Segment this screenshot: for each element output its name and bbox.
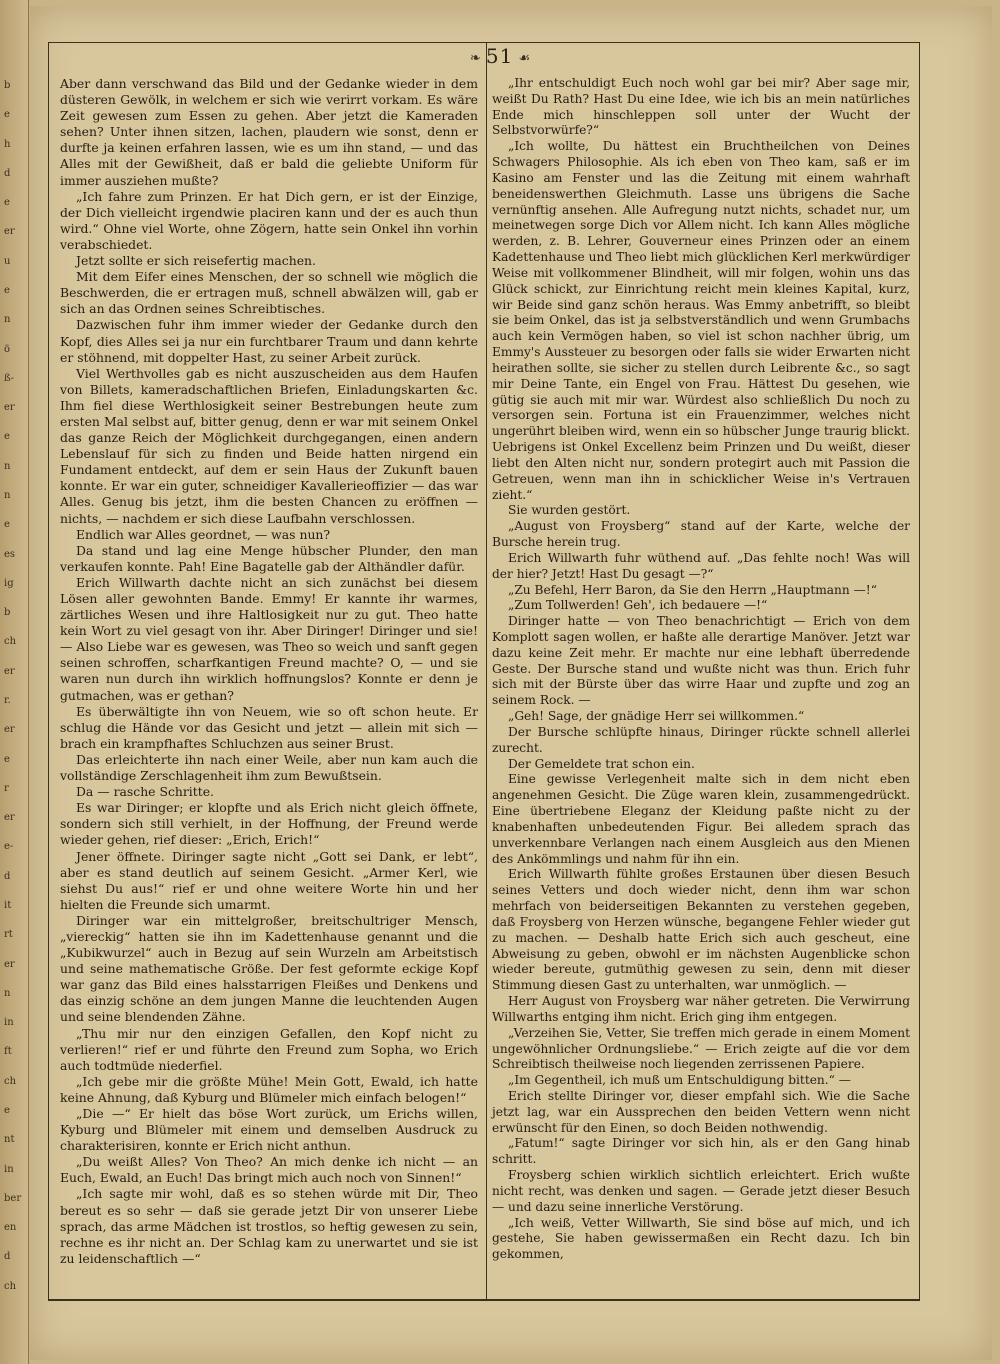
- paragraph: Es war Diringer; er klopfte und als Erich nicht gleich öffnete, sondern sich still verhielt, in der Hoffnung, der Freund werde wieder gehen, rief dieser: „Erich, Erich!“: [60, 800, 478, 848]
- margin-fragment: e: [4, 519, 10, 531]
- paragraph: Jetzt sollte er sich reisefertig machen.: [76, 253, 316, 269]
- margin-fragment: rt: [4, 929, 13, 941]
- margin-fragment: er: [4, 226, 15, 238]
- paragraph: „Im Gegentheil, ich muß um Entschuldigung bitten.“ —: [508, 1073, 851, 1088]
- paragraph: Diringer hatte — von Theo benachrichtigt — Erich von dem Komplott sagen wollen, er haßte alle derartige Manöver. Jetzt war dazu keine Zeit mehr. Er machte nur eine lebhaft überredende Geste. Der Bursche stand und wußte nicht was thun. Erich fuhr sich mit der Bürste über das wirre Haar und zupfte und zog an seinem Rock. —: [492, 614, 910, 708]
- margin-fragment: nt: [4, 1134, 15, 1146]
- paragraph: „Ich wollte, Du hättest ein Bruchtheilchen von Deines Schwagers Philosophie. Als ich eben von Theo kam, saß er im Kasino am Fenster und las die Zeitung mit einem wahrhaft beneidenswerthen Gleichmuth. Lasse uns übrigens die Sache vernünftig ansehen. Alle Aufregung nutzt nichts, schadet nur, um meinetwegen sorge Dich vor Allem nicht. Ich kann Alles mögliche werden, z. B. Lehrer, Gouverneur eines Prinzen oder an einem Kadettenhause und Theo liebt mich glücklichen Kerl merkwürdiger Weise mit vollkommener Blindheit, will mir folgen, wohin uns das Glück schickt, zur Einrichtung reicht mein kleines Kapital, kurz, wir Beide sind ganz schön heraus. Was Emmy anbetrifft, so bleibt sie beim Onkel, das ist ja selbstverständlich und wenn Grumbachs auch kein Vermögen haben, so viel ist schon nachher übrig, um Emmy's Aussteuer zu besorgen oder falls sie wider Erwarten nicht heirathen sollte, sie sicher zu stellen durch Leibrente &c., so sagt mir Deine Tante, ein Engel von Frau. Hättest Du gesehen, wie gütig sie auch mit mir war. Würdest also schließlich Du noch zu versorgen sein. Fortuna ist ein Frauenzimmer, welches nicht ungerührt bleiben wird, wenn ein so hübscher Junge traurig blickt. Uebrigens ist Onkel Excellenz beim Prinzen und Du weißt, dieser liebt den Alten nicht nur, sondern protegirt auch mit Passion die Getreuen, wenn man ihn in schicklicher Weise in's Vertrauen zieht.“: [492, 139, 910, 502]
- paragraph: „Geh! Sage, der gnädige Herr sei willkommen.“: [508, 709, 805, 724]
- margin-fragment: er: [4, 665, 15, 677]
- paragraph: Diringer war ein mittelgroßer, breitschultriger Mensch, „viereckig“ hatten sie ihn im Kadettenhause genannt und die „Kubikwurzel“ auch in Bezug auf sein Wurzeln am Arbeitstisch und seine mathematische Größe. Der fest geformte eckige Kopf war ganz das Bild eines halsstarrigen Fleißes und Denkens und das einzig schöne an dem jungen Manne die leuchtenden Augen und seine blendenden Zähne.: [60, 912, 478, 1025]
- paragraph: „Du weißt Alles? Von Theo? An mich denke ich nicht — an Euch, Ewald, an Euch! Das bringt mich auch noch von Sinnen!“: [60, 1154, 478, 1186]
- margin-fragment: er: [4, 958, 15, 970]
- paragraph: Froysberg schien wirklich sichtlich erleichtert. Erich wußte nicht recht, was denken und sagen. — Gerade jetzt dieser Besuch — und dazu seine innerliche Verstörung.: [492, 1168, 910, 1214]
- binding-margin: [0, 0, 29, 1364]
- paragraph: Jener öffnete. Diringer sagte nicht „Gott sei Dank, er lebt“, aber es stand deutlich auf seinem Gesicht. „Armer Kerl, wie siehst Du aus!“ rief er und ohne weitere Worte hin und her hielten die Freunde sich umarmt.: [60, 848, 478, 912]
- margin-fragment: d: [4, 1251, 11, 1263]
- margin-fragment: e: [4, 109, 10, 121]
- paragraph: „Fatum!“ sagte Diringer vor sich hin, als er den Gang hinab schritt.: [492, 1136, 910, 1167]
- paragraph: „Ihr entschuldigt Euch noch wohl gar bei mir? Aber sage mir, weißt Du Rath? Hast Du eine Idee, wie ich bis an mein natürliches Ende mich hinschleppen soll unter der Wucht der Selbstvorwürfe?“: [492, 76, 910, 138]
- paragraph: Das erleichterte ihn nach einer Weile, aber nun kam auch die vollständige Zerschlagenheit ihm zum Bewußtsein.: [60, 751, 478, 784]
- paragraph: „Die —“ Er hielt das böse Wort zurück, um Erichs willen, Kyburg und Blümeler mit einem und demselben Ausdruck zu charakterisiren, konnte er Erich nicht anthun.: [60, 1106, 478, 1154]
- margin-fragment: b: [4, 607, 11, 619]
- margin-fragment: en: [4, 1222, 17, 1234]
- margin-fragment: it: [4, 900, 12, 911]
- margin-fragment: d: [4, 167, 11, 179]
- margin-fragment: ö: [4, 343, 11, 355]
- paragraph: „Thu mir nur den einzigen Gefallen, den Kopf nicht zu verlieren!“ rief er und führte den Freund zum Sopha, wo Erich auch todtmüde niederfiel.: [60, 1025, 478, 1073]
- bottom-rule: [48, 1300, 920, 1301]
- margin-fragment: ft: [4, 1046, 12, 1058]
- paragraph: Erich stellte Diringer vor, dieser empfahl sich. Wie die Sache jetzt lag, war ein Aussprechen den beiden Vettern wenn nicht erwünscht für den Einen, so doch Beiden nothwendig.: [492, 1089, 910, 1135]
- paragraph: „Ich weiß, Vetter Willwarth, Sie sind böse auf mich, und ich gestehe, Sie haben gewissermaßen ein Recht dazu. Ich bin gekommen,: [492, 1215, 910, 1262]
- left-column: [60, 76, 478, 1267]
- paragraph: Eine gewisse Verlegenheit malte sich in dem nicht eben angenehmen Gesicht. Die Züge waren klein, zusammengedrückt. Eine übertriebene Eleganz der Kleidung paßte nicht zu der knabenhaften unbedeutenden Figur. Bei alledem sprach das unverkennbare Verlangen nach einem Ausgleich aus den Mienen des Ankömmlings und nahm für ihn ein.: [492, 772, 910, 866]
- margin-fragment: b: [4, 80, 11, 91]
- paragraph: Da stand und lag eine Menge hübscher Plunder, den man verkaufen konnte. Pah! Eine Bagatelle gab der Althändler dafür.: [60, 542, 478, 574]
- paragraph: Sie wurden gestört.: [508, 503, 631, 518]
- margin-fragment: n: [4, 314, 11, 326]
- margin-fragment: e: [4, 285, 10, 296]
- paragraph: „Verzeihen Sie, Vetter, Sie treffen mich gerade in einem Moment ungewöhnlicher Ordnungsliebe.“ — Erich zeigte auf die vor dem Schreibtisch theilweise noch liegenden zerrissenen Papiere.: [492, 1025, 910, 1072]
- paragraph: Da — rasche Schritte.: [76, 784, 214, 800]
- margin-fragment: ß-: [4, 372, 15, 384]
- paragraph: „August von Froysberg“ stand auf der Karte, welche der Bursche herein trug.: [492, 519, 910, 550]
- margin-fragment: e: [4, 1105, 10, 1116]
- column-divider: [486, 43, 487, 1299]
- paragraph: Es überwältigte ihn von Neuem, wie so oft schon heute. Er schlug die Hände vor das Gesicht und jetzt — allein mit sich — brach ein krampfhaftes Schluchzen aus seiner Brust.: [60, 703, 478, 751]
- margin-fragment: ch: [4, 1075, 17, 1087]
- margin-fragment: n: [4, 490, 11, 501]
- margin-fragment: in: [4, 1163, 14, 1175]
- margin-fragment: ber: [4, 1192, 22, 1204]
- paragraph: Viel Werthvolles gab es nicht auszuscheiden aus dem Haufen von Billets, kameradschaftlichen Briefen, Einladungskarten &c. Ihm fiel diese Werthlosigkeit seiner Bestrebungen heute zum ersten Mal selbst auf, bitter genug, denn er war mit seinem Onkel das ganze Reich der Möglichkeit durchgegangen, einen andern Lebenslauf für sich zu finden und Beide hatten nirgend ein Fundament entdeckt, auf dem er sein Haus der Zukunft bauen konnte. Er war ein guter, schneidiger Kavallerieoffizier — das war Alles. Genug bis jetzt, ihm die besten Chancen zu eröffnen — nichts, — nachdem er sich diese Laufbahn verschlossen.: [60, 365, 478, 526]
- margin-fragment: h: [4, 138, 11, 150]
- paragraph: Erich Willwarth dachte nicht an sich zunächst bei diesem Lösen aller gewohnten Bande. Emmy! Er kannte ihr warmes, zärtliches Wesen und ihre Haltlosigkeit nur zu gut. Theo hatte kein Wort zu viel gesagt von ihr. Aber Diringer! Diringer und sie! — Also Liebe war es gewesen, was Theo so weich und sanft gegen seinen schroffen, scharfkantigen Freund machte? O, — und sie waren nun durch ihn wirklich hoffnungslos? Konnte er denn je gutmachen, was er gethan?: [60, 574, 478, 703]
- right-column: [492, 76, 910, 1263]
- paragraph: Mit dem Eifer eines Menschen, der so schnell wie möglich die Beschwerden, die er ertragen muß, schnell abwälzen will, gab er sich an das Ordnen seines Schreibtisches.: [60, 269, 478, 317]
- margin-fragment: e: [4, 197, 10, 209]
- margin-fragment: r.: [4, 695, 11, 706]
- margin-fragment: ig: [4, 577, 14, 589]
- margin-fragment: er: [4, 402, 15, 414]
- margin-fragment: in: [4, 1017, 14, 1029]
- paragraph: „Ich gebe mir die größte Mühe! Mein Gott, Ewald, ich hatte keine Ahnung, daß Kyburg und Blümeler mich einfach belogen!“: [60, 1073, 478, 1105]
- header-ornament-right: ☙: [518, 51, 531, 66]
- margin-fragment: n: [4, 987, 11, 999]
- paragraph: „Zum Tollwerden! Geh', ich bedauere —!“: [508, 598, 768, 613]
- margin-fragment: e: [4, 431, 10, 443]
- paragraph: Der Gemeldete trat schon ein.: [508, 756, 695, 771]
- margin-fragment: er: [4, 724, 15, 736]
- paragraph: „Ich sagte mir wohl, daß es so stehen würde mit Dir, Theo bereut es so sehr — daß sie gerade jetzt Dir von unserer Liebe sprach, das arme Mädchen ist trostlos, so heftig gewesen zu sein, rechne es ihr nicht an. Der Schlag kam zu unerwartet und sie ist zu leidenschaftlich —“: [60, 1186, 478, 1266]
- paragraph: Herr August von Froysberg war näher getreten. Die Verwirrung Willwarths entging ihm nicht. Erich ging ihm entgegen.: [492, 994, 910, 1024]
- margin-fragment: n: [4, 460, 11, 472]
- margin-fragment: d: [4, 870, 11, 882]
- margin-fragment: es: [4, 548, 16, 560]
- header-ornament-left: ❧: [469, 51, 481, 66]
- margin-fragment: er: [4, 812, 15, 824]
- paragraph: „Zu Befehl, Herr Baron, da Sie den Herrn „Hauptmann —!“: [508, 582, 877, 597]
- paragraph: Der Bursche schlüpfte hinaus, Diringer rückte schnell allerlei zurecht.: [492, 724, 910, 755]
- paragraph: Endlich war Alles geordnet, — was nun?: [76, 526, 331, 542]
- page-number: 51: [485, 44, 514, 68]
- margin-fragment: r: [4, 782, 9, 794]
- paragraph: Aber dann verschwand das Bild und der Gedanke wieder in dem düsteren Gewölk, in welchem er sich wie verirrt vorkam. Es wäre Zeit gewesen zum Essen zu gehen. Aber jetzt die Kameraden sehen? Unter ihnen sitzen, lachen, plaudern wie sonst, denn er durfte ja keinen erfahren lassen, wie es um ihn stand, — und das Alles mit der Gewißheit, daß er bald die geliebte Uniform für immer ausziehen mußte?: [60, 76, 478, 188]
- margin-fragment: e: [4, 753, 10, 765]
- paragraph: Erich Willwarth fuhr wüthend auf. „Das fehlte noch! Was will der hier? Jetzt! Hast Du gesagt —?“: [492, 550, 910, 581]
- margin-fragment: e-: [4, 841, 14, 853]
- margin-fragment: ch: [4, 1280, 17, 1292]
- margin-fragment: ch: [4, 636, 17, 648]
- margin-fragment: u: [4, 255, 11, 267]
- paragraph: Erich Willwarth fühlte großes Erstaunen über diesen Besuch seines Vetters und doch wieder nicht, denn ihm war schon mehrfach von beiderseitigen Bekannten zu verstehen gegeben, daß Froysberg von Herzen wünsche, begangene Fehler wieder gut zu machen. — Deshalb hatte Erich sich auch gescheut, eine Abweisung zu geben, obwohl er im nächsten Augenblicke schon wieder bereute, gutmüthig gewesen zu sein, denn mit dieser Stimmung diesen Gast zu unterhalten, war unmöglich. —: [492, 867, 910, 993]
- paragraph: Dazwischen fuhr ihm immer wieder der Gedanke durch den Kopf, dies Alles sei ja nur ein furchtbarer Traum und dann kehrte er stöhnend, mit doppelter Hast, zu seiner Arbeit zurück.: [60, 317, 478, 365]
- paragraph: „Ich fahre zum Prinzen. Er hat Dich gern, er ist der Einzige, der Dich vielleicht irgendwie placiren kann und der es auch thun wird.“ Ohne viel Worte, ohne Zögern, hatte sein Onkel ihn vorhin verabschiedet.: [60, 188, 478, 252]
